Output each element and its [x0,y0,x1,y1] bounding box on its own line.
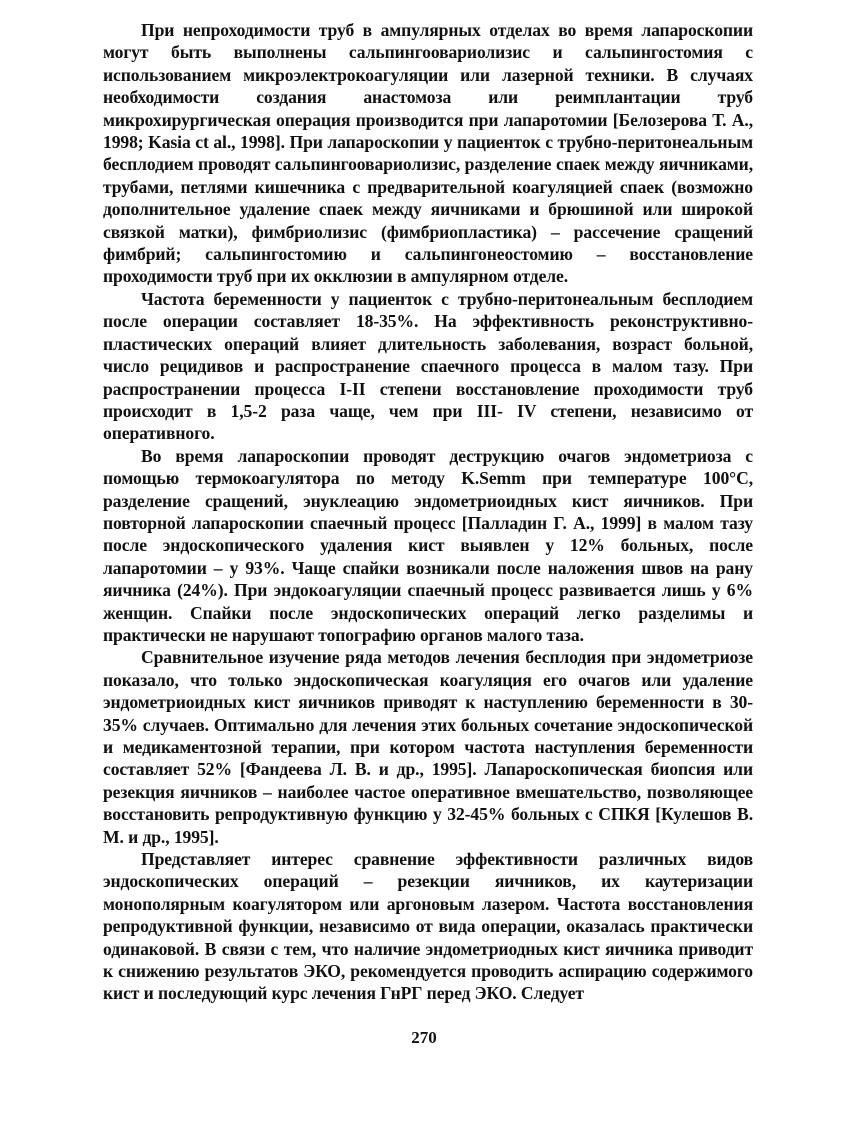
paragraph-2: Частота беременности у пациенток с трубно-перитонеальным бесплодием после операции составляет 18-35%. На эффективность реконструктивно-пластических операций влияет длительность заболевания, возраст больной, число рецидивов и распространение спаечного процесса в малом тазу. При распространении процесса I-II степени восстановление проходимости труб происходит в 1,5-2 раза чаще, чем при III- IV степени, независимо от оперативного. [103,288,753,444]
paragraph-1: При непроходимости труб в ампулярных отделах во время лапароскопии могут быть выполнены сальпингоовариолизис и сальпингостомия с использованием микроэлектрокоагуляции или лазерной техники. В случаях необходимости создания анастомоза или реимплантации труб микрохирургическая операция производится при лапаротомии [Белозерова Т. А., 1998; Kasia ct al., 1998]. При лапароскопии у пациенток с трубно-перитонеальным бесплодием проводят сальпингоовариолизис, разделение спаек между яичниками, трубами, петлями кишечника с предварительной коагуляцией спаек (возможно дополнительное удаление спаек между яичниками и брюшиной или широкой связкой матки), фимбриолизис (фимбриопластика) – рассечение сращений фимбрий; сальпингостомию и сальпингонеостомию – восстановление проходимости труб при их окклюзии в ампулярном отделе. [103,20,753,287]
paragraph-5: Представляет интерес сравнение эффективности различных видов эндоскопических операций – резекции яичников, их каутеризации монополярным коагулятором или аргоновым лазером. Частота восстановления репродуктивной функции, независимо от вида операции, оказалась практически одинаковой. В связи с тем, что наличие эндометриодных кист яичника приводит к снижению результатов ЭКО, рекомендуется проводить аспирацию содержимого кист и последующий курс лечения ГнРГ перед ЭКО. Следует [103,849,753,1004]
page-number: 270 [411,1028,437,1047]
page-body [103,19,753,1005]
paragraph-3: Во время лапароскопии проводят деструкцию очагов эндометриоза с помощью термокоагулятора по методу K.Semm при температуре 100°С, разделение сращений, энуклеацию эндометриоидных кист яичников. При повторной лапароскопии спаечный процесс [Палладин Г. А., 1999] в малом тазу после эндоскопического удаления кист выявлен у 12% больных, после лапаротомии – у 93%. Чаще спайки возникали после наложения швов на рану яичника (24%). При эндокоагуляции спаечный процесс развивается лишь у 6% женщин. Спайки после эндоскопических операций легко разделимы и практически не нарушают топографию органов малого таза. [103,445,753,645]
paragraph-4: Сравнительное изучение ряда методов лечения бесплодия при эндометриозе показало, что только эндоскопическая коагуляция его очагов или удаление эндометриоидных кист яичников приводят к наступлению беременности в 30-35% случаев. Оптимально для лечения этих больных сочетание эндоскопической и медикаментозной терапии, при котором частота наступления беременности составляет 52% [Фандеева Л. В. и др., 1995]. Лапароскопическая биопсия или резекция яичников – наиболее частое оперативное вмешательство, позволяющее восстановить репродуктивную функцию у 32-45% больных с СПКЯ [Кулешов В. М. и др., 1995]. [103,647,753,847]
